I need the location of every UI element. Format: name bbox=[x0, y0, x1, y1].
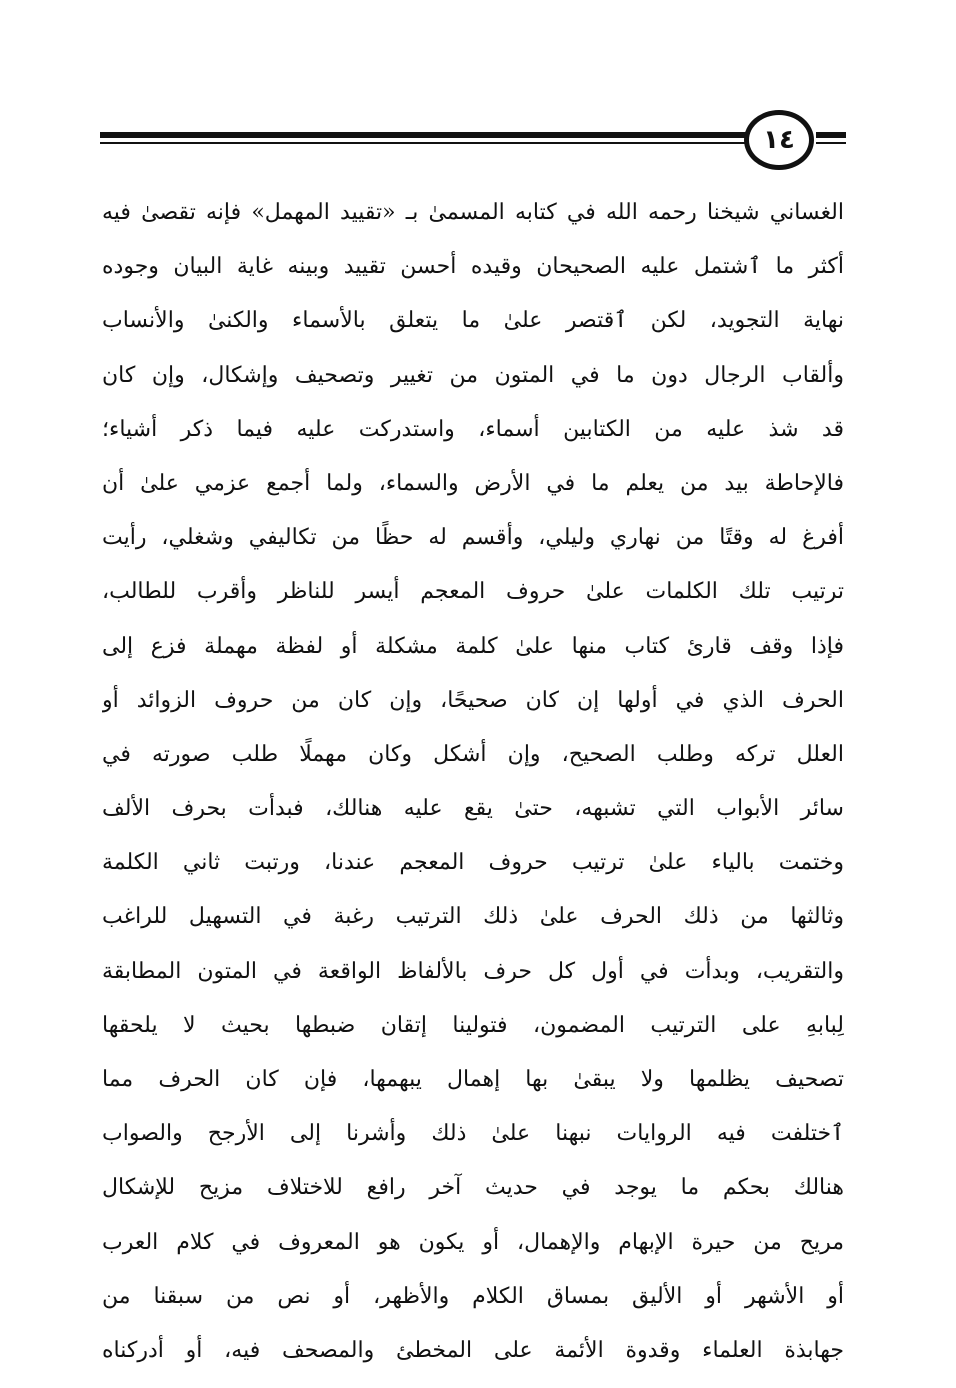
text-line: العلل تركه وطلب الصحيح، وإن أشكل وكان مهملًا طلب صورته في bbox=[102, 741, 844, 767]
text-line: فالإحاطة بيد من يعلم ما في الأرض والسماء، ولما أجمع عزمي علىٰ أن bbox=[102, 470, 844, 496]
text-line: مريح من حيرة الإبهام والإهمال، أو يكون هو المعروف في كلام العرب bbox=[102, 1229, 844, 1255]
text-line: أكثر ما ٱشتمل عليه الصحيحان وقيده أحسن تقييد وبينه غاية البيان وجوده bbox=[102, 254, 844, 280]
header-rule-right-thin bbox=[816, 142, 846, 144]
text-line: أو الأشهر أو الأليق بمساق الكلام والأظهر، أو نص من سبقنا من bbox=[102, 1283, 844, 1309]
page-number-badge bbox=[744, 110, 814, 170]
page-number: ١٤ bbox=[763, 125, 795, 155]
text-line: الغساني شيخنا رحمه الله في كتابه المسمىٰ بـ «تقييد المهمل» فإنه تقصىٰ فيه bbox=[102, 200, 844, 225]
text-line: ٱختلفت فيه الروايات نبهنا علىٰ ذلك وأشرنا إلى الأرجح والصواب bbox=[102, 1121, 844, 1147]
text-line: ترتيب تلك الكلمات علىٰ حروف المعجم أيسر للناظر وأقرب للطالب، bbox=[102, 579, 844, 605]
text-line: أفرغ له وقتًا من نهاري وليلي، وأقسم له حظًا من تكاليفي وشغلي، رأيت bbox=[102, 525, 844, 551]
body-text bbox=[102, 186, 844, 1378]
text-line: قد شذ عليه من الكتابين أسماء، واستدركت عليه فيما ذكر أشياء؛ bbox=[102, 416, 844, 442]
header-rule-thick bbox=[100, 132, 748, 138]
text-line: لِبابهِ على الترتيب المضمون، فتولينا إتقان ضبطها بحيث لا يلحقها bbox=[102, 1012, 844, 1038]
text-line: فإذا وقف قارئ كتاب منها علىٰ كلمة مشكلة أو لفظة مهملة فزع إلى bbox=[102, 633, 844, 659]
text-line: والتقريب، وبدأت في أول كل حرف بالألفاظ الواقعة في المتون المطابقة bbox=[102, 958, 844, 984]
text-line: نهاية التجويد، لكن ٱقتصر علىٰ ما يتعلق بالأسماء والكنىٰ والأنساب bbox=[102, 308, 844, 334]
text-line: وختمت بالياء علىٰ ترتيب حروف المعجم عندنا، ورتبت ثاني الكلمة bbox=[102, 850, 844, 876]
text-line: هنالك بحكم ما يوجد في حديث آخر رافع للاختلاف مزيح للإشكال bbox=[102, 1175, 844, 1201]
page-header bbox=[100, 110, 846, 178]
text-line: سائر الأبواب التي تشبهه، حتىٰ يقع عليه هنالك، فبدأت بحرف الألف bbox=[102, 796, 844, 822]
text-line: تصحيف يظلمها ولا يبقىٰ بها إهمال يبهمها، فإن كان الحرف مما bbox=[102, 1067, 844, 1092]
header-rule-right-thick bbox=[816, 132, 846, 138]
text-line: وثالثها من ذلك الحرف علىٰ ذلك الترتيب رغبة في التسهيل للراغب bbox=[102, 904, 844, 930]
text-line: الحرف الذي في أولها إن كان صحيحًا، وإن كان من حروف الزوائد أو bbox=[102, 687, 844, 713]
header-rule-thin bbox=[100, 142, 748, 144]
text-line: وألقاب الرجال دون ما في المتون من تغيير وتصحيف وإشكال، وإن كان bbox=[102, 362, 844, 388]
text-line: جهابذة العلماء وقدوة الأئمة على المخطئ والمصحف فيه، أو أدركناه bbox=[102, 1337, 844, 1363]
